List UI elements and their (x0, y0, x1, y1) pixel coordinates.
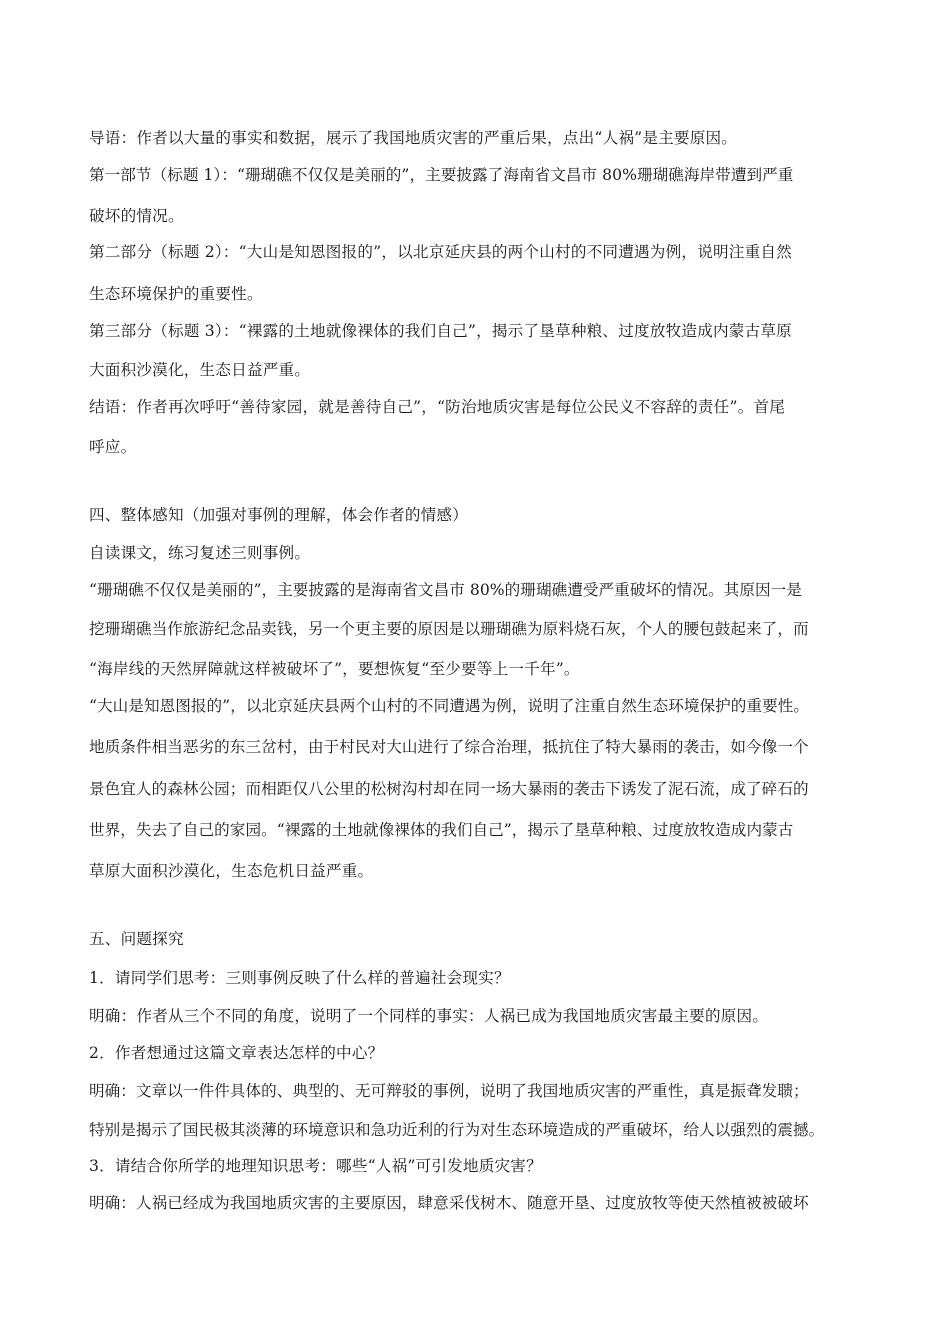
coral-paragraph-line-2: 挖珊瑚礁当作旅游纪念品卖钱，另一个更主要的原因是以珊瑚礁为原料烧石灰，个人的腰包鼓起来了，而 (89, 620, 809, 638)
part-one-line-1: 第一部节（标题 1）：“珊瑚礁不仅仅是美丽的”，主要披露了海南省文昌市 80%珊瑚礁海岸带遭到严重 (89, 166, 794, 184)
mountain-paragraph-line-3: 景色宜人的森林公园；而相距仅八公里的松树沟村却在同一场大暴雨的袭击下诱发了泥石流，成了碎石的 (89, 780, 809, 798)
coral-paragraph-line-1: “珊瑚礁不仅仅是美丽的”，主要披露的是海南省文昌市 80%的珊瑚礁遭受严重破坏的情况。其原因一是 (89, 581, 802, 599)
coral-paragraph-line-3: “海岸线的天然屏障就这样被破坏了”，要想恢复“至少要等上一千年”。 (89, 660, 580, 678)
part-two-line-2: 生态环境保护的重要性。 (89, 285, 263, 303)
answer-3-line-1: 明确：人祸已经成为我国地质灾害的主要原因，肆意采伐树木、随意开垦、过度放牧等使天然植被被破坏 (89, 1194, 809, 1212)
section-five-heading: 五、问题探究 (89, 930, 184, 948)
conclusion-line-1: 结语：作者再次呼吁“善待家园，就是善待自己”，“防治地质灾害是每位公民义不容辞的责任”。首尾 (89, 398, 786, 416)
section-four-heading: 四、整体感知（加强对事例的理解，体会作者的情感） (89, 506, 469, 524)
mountain-paragraph-line-2: 地质条件相当恶劣的东三岔村，由于村民对大山进行了综合治理，抵抗住了特大暴雨的袭击，如今像一个 (89, 738, 809, 756)
question-2: 2．作者想通过这篇文章表达怎样的中心？ (89, 1044, 384, 1062)
part-three-line-1: 第三部分（标题 3）：“裸露的土地就像裸体的我们自己”，揭示了垦草种粮、过度放牧造成内蒙古草原 (89, 322, 792, 340)
answer-1: 明确：作者从三个不同的角度，说明了一个同样的事实：人祸已成为我国地质灾害最主要的原因。 (89, 1007, 769, 1025)
mountain-paragraph-line-4: 世界，失去了自己的家园。“裸露的土地就像裸体的我们自己”，揭示了垦草种粮、过度放牧造成内蒙古 (89, 821, 794, 839)
part-two-line-1: 第二部分（标题 2）：“大山是知恩图报的”，以北京延庆县的两个山村的不同遭遇为例，说明注重自然 (89, 243, 792, 261)
question-3: 3．请结合你所学的地理知识思考：哪些“人祸”可引发地质灾害？ (89, 1157, 542, 1175)
answer-2-line-1: 明确：文章以一件件具体的、典型的、无可辩驳的事例，说明了我国地质灾害的严重性，真是振聋发聩； (89, 1082, 809, 1100)
part-one-line-2: 破坏的情况。 (89, 207, 184, 225)
conclusion-line-2: 呼应。 (89, 438, 137, 456)
question-1: 1．请同学们思考：三则事例反映了什么样的普遍社会现实？ (89, 969, 510, 987)
mountain-paragraph-line-5: 草原大面积沙漠化，生态危机日益严重。 (89, 862, 374, 880)
part-three-line-2: 大面积沙漠化，生态日益严重。 (89, 361, 311, 379)
answer-2-line-2: 特别是揭示了国民极其淡薄的环境意识和急功近利的行为对生态环境造成的严重破坏，给人以强烈的震撼。 (89, 1121, 825, 1139)
intro-paragraph: 导语：作者以大量的事实和数据，展示了我国地质灾害的严重后果，点出“人祸”是主要原因。 (89, 129, 738, 147)
section-four-instruction: 自读课文，练习复述三则事例。 (89, 544, 311, 562)
mountain-paragraph-line-1: “大山是知恩图报的”，以北京延庆县两个山村的不同遭遇为例，说明了注重自然生态环境保护的重要性。 (89, 697, 810, 715)
